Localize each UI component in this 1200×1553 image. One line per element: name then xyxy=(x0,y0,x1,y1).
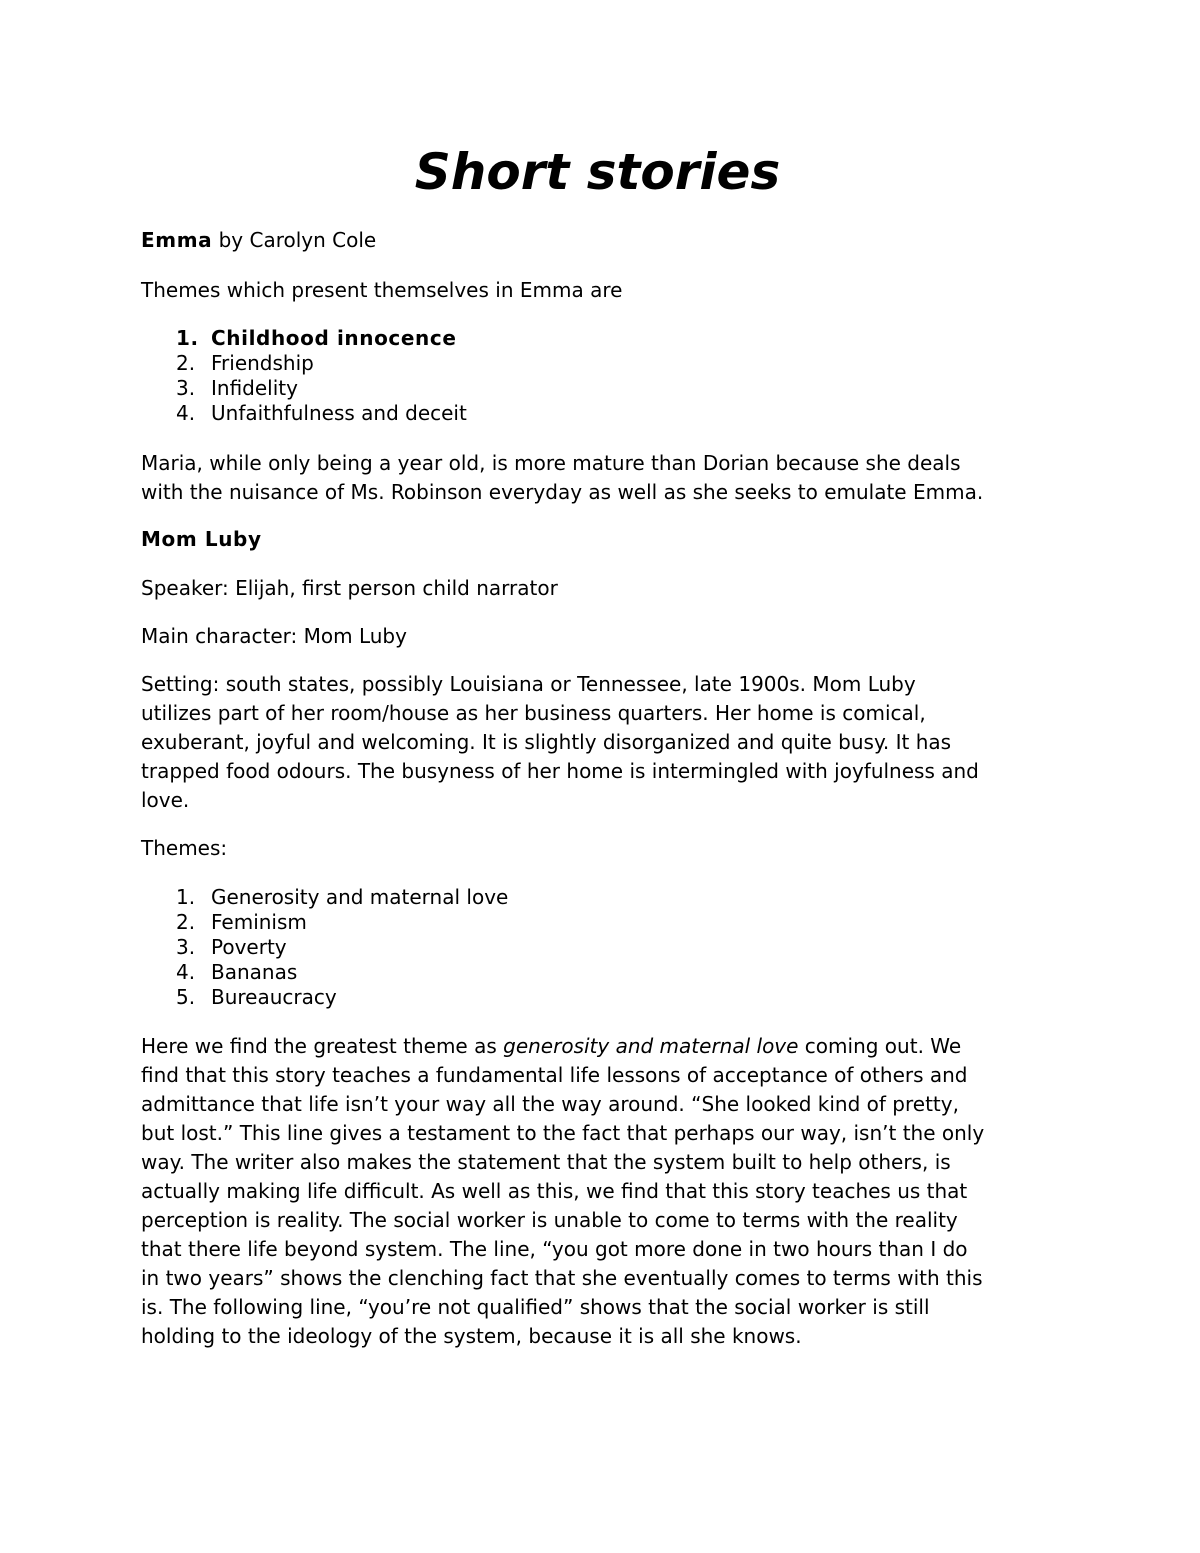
list-item xyxy=(141,376,1041,401)
list-text: Feminism xyxy=(211,910,307,934)
list-text: Bureaucracy xyxy=(211,985,337,1009)
mom-luby-themes-list xyxy=(141,885,1041,1010)
list-text: Unfaithfulness and deceit xyxy=(211,401,467,425)
paragraph-line: love. xyxy=(141,788,190,812)
emma-themes-intro: Themes which present themselves in Emma are xyxy=(141,278,623,302)
list-number: 4. xyxy=(176,401,196,425)
paragraph-line: admittance that life isn’t your way all the way around. “She looked kind of pretty, xyxy=(141,1092,959,1116)
emma-author: by Carolyn Cole xyxy=(212,228,377,252)
paragraph-line: utilizes part of her room/house as her business quarters. Her home is comical, xyxy=(141,701,926,725)
list-text: Friendship xyxy=(211,351,314,375)
list-number: 2. xyxy=(176,351,196,375)
analysis-paragraph xyxy=(141,1032,1061,1351)
setting-paragraph xyxy=(141,670,1061,815)
paragraph-line: holding to the ideology of the system, because it is all she knows. xyxy=(141,1324,802,1348)
list-number: 3. xyxy=(176,376,196,400)
paragraph-line: that there life beyond system. The line, “you got more done in two hours than I do xyxy=(141,1237,968,1261)
paragraph-line: is. The following line, “you’re not qualified” shows that the social worker is still xyxy=(141,1295,930,1319)
list-number: 1. xyxy=(176,326,199,350)
list-text: Poverty xyxy=(211,935,287,959)
paragraph-line: trapped food odours. The busyness of her home is intermingled with joyfulness and xyxy=(141,759,979,783)
paragraph-line: with the nuisance of Ms. Robinson everyday as well as she seeks to emulate Emma. xyxy=(141,480,984,504)
list-number: 5. xyxy=(176,985,196,1009)
list-text: Bananas xyxy=(211,960,298,984)
paragraph-line: way. The writer also makes the statement that the system built to help others, is xyxy=(141,1150,951,1174)
list-item xyxy=(141,326,1041,351)
list-item xyxy=(141,401,1041,426)
list-item xyxy=(141,910,1041,935)
emma-title: Emma xyxy=(141,228,213,252)
list-text: Generosity and maternal love xyxy=(211,885,509,909)
document-title: Short stories xyxy=(414,143,781,201)
list-item xyxy=(141,351,1041,376)
paragraph-line: Setting: south states, possibly Louisiana or Tennessee, late 1900s. Mom Luby xyxy=(141,672,916,696)
analysis-post: coming out. We xyxy=(798,1034,962,1058)
analysis-pre: Here we find the greatest theme as xyxy=(141,1034,504,1058)
list-text: Infidelity xyxy=(211,376,298,400)
paragraph-line: perception is reality. The social worker is unable to come to terms with the reality xyxy=(141,1208,958,1232)
emma-themes-list xyxy=(141,326,1041,426)
paragraph-line: in two years” shows the clenching fact that she eventually comes to terms with this xyxy=(141,1266,983,1290)
paragraph-line: Maria, while only being a year old, is more mature than Dorian because she deals xyxy=(141,451,961,475)
list-text: Childhood innocence xyxy=(211,326,457,350)
list-item xyxy=(141,935,1041,960)
list-number: 1. xyxy=(176,885,196,909)
list-number: 2. xyxy=(176,910,196,934)
themes-label: Themes: xyxy=(141,836,228,860)
mom-luby-heading: Mom Luby xyxy=(141,527,262,551)
paragraph-line: find that this story teaches a fundamental life lessons of acceptance of others and xyxy=(141,1063,968,1087)
paragraph-line xyxy=(141,1032,1061,1061)
list-number: 3. xyxy=(176,935,196,959)
list-item xyxy=(141,960,1041,985)
paragraph-line: exuberant, joyful and welcoming. It is slightly disorganized and quite busy. It has xyxy=(141,730,952,754)
main-character-line: Main character: Mom Luby xyxy=(141,624,407,648)
list-item xyxy=(141,985,1041,1010)
paragraph-line: actually making life difficult. As well as this, we find that this story teaches us that xyxy=(141,1179,968,1203)
paragraph-line: but lost.” This line gives a testament to the fact that perhaps our way, isn’t the only xyxy=(141,1121,985,1145)
list-number: 4. xyxy=(176,960,196,984)
speaker-line: Speaker: Elijah, first person child narrator xyxy=(141,576,558,600)
emma-paragraph xyxy=(141,449,1061,507)
emma-heading xyxy=(141,226,1061,255)
analysis-italic: generosity and maternal love xyxy=(503,1034,799,1058)
list-item xyxy=(141,885,1041,910)
